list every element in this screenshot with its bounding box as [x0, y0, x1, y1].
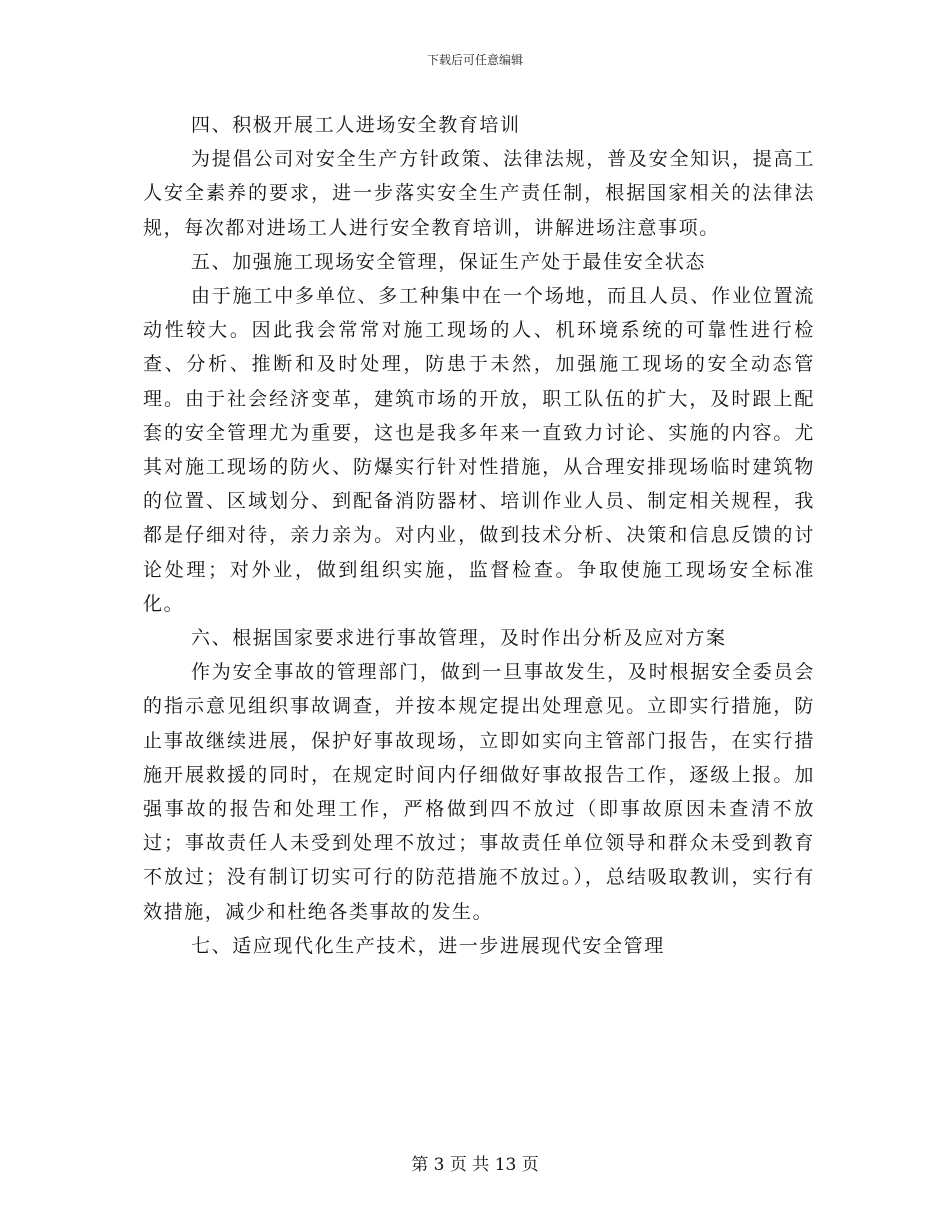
body-paragraph: 作为安全事故的管理部门，做到一旦事故发生，及时根据安全委员会的指示意见组织事故调查，并按本规定提出处理意见。立即实行措施，防止事故继续进展，保护好事故现场，立即如实向主管部门报告，在实行措施开展救援的同时，在规定时间内仔细做好事故报告工作，逐级上报。加强事故的报告和处理工作，严格做到四不放过（即事故原因未查清不放过；事故责任人未受到处理不放过；事故责任单位领导和群众未受到教育不放过；没有制订切实可行的防范措施不放过。），总结吸取教训，实行有效措施，减少和杜绝各类事故的发生。 — [143, 661, 815, 923]
section-heading-4: 四、积极开展工人进场安全教育培训 — [191, 114, 521, 136]
section-heading-5: 五、加强施工现场安全管理，保证生产处于最佳安全状态 — [191, 250, 707, 273]
section-heading-6: 六、根据国家要求进行事故管理，及时作出分析及应对方案 — [191, 627, 727, 650]
page-number-footer: 第 3 页 共 13 页 — [411, 1155, 539, 1175]
body-paragraph: 由于施工中多单位、多工种集中在一个场地，而且人员、作业位置流动性较大。因此我会常常对施工现场的人、机环境系统的可靠性进行检查、分析、推断和及时处理，防患于未然，加强施工现场的安全动态管理。由于社会经济变革，建筑市场的开放，职工队伍的扩大，及时跟上配套的安全管理尤为重要，这也是我多年来一直致力讨论、实施的内容。尤其对施工现场的防火、防爆实行针对性措施，从合理安排现场临时建筑物的位置、区域划分、到配备消防器材、培训作业人员、制定相关规程，我都是仔细对待，亲力亲为。对内业，做到技术分析、决策和信息反馈的讨论处理；对外业，做到组织实施，监督检查。争取使施工现场安全标准化。 — [143, 285, 815, 615]
section-heading-7: 七、适应现代化生产技术，进一步进展现代安全管理 — [191, 934, 665, 957]
body-paragraph: 为提倡公司对安全生产方针政策、法律法规，普及安全知识，提高工人安全素养的要求，进一步落实安全生产责任制，根据国家相关的法律法规，每次都对进场工人进行安全教育培训，讲解进场注意事项。 — [143, 148, 815, 239]
document-body — [143, 108, 815, 963]
page-header-note: 下载后可任意编辑 — [426, 53, 523, 67]
